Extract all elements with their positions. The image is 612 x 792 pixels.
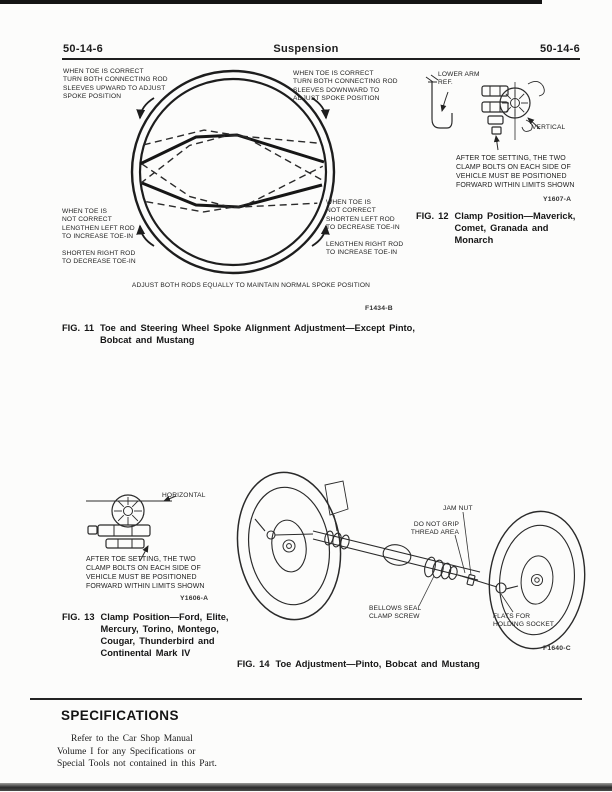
fig14-label-bellows: BELLOWS SEAL CLAMP SCREW: [369, 605, 422, 621]
rack-tube: [313, 531, 480, 580]
fig11-caption: [62, 322, 415, 346]
page-number-left: 50-14-6: [63, 43, 104, 55]
fig14-ref-code: F1640-C: [543, 645, 571, 652]
fig14-caption-text: Toe Adjustment—Pinto, Bobcat and Mustang: [275, 659, 480, 669]
clamp-bolt-stem: [88, 526, 97, 534]
fig13-caption-text: Clamp Position—Ford, Elite, Mercury, Torino, Montego, Cougar, Thunderbird and Continental Mark IV: [100, 612, 229, 659]
gear-housing: [381, 542, 413, 568]
clamp-bar-lower: [106, 539, 144, 548]
rotation-arrow-icons: [140, 98, 326, 246]
specifications-heading: SPECIFICATIONS: [61, 708, 179, 723]
figure-11: [35, 60, 425, 352]
fig12-note: AFTER TOE SETTING, THE TWO CLAMP BOLTS ON EACH SIDE OF VEHICLE MUST BE POSITIONED FORWARD WITHIN LIMITS SHOWN: [456, 155, 575, 189]
fig14-caption: [237, 658, 480, 670]
bellows-leader-line: [419, 576, 434, 606]
right-tire: [483, 507, 592, 653]
left-tie-rod-end: [267, 531, 275, 539]
fig12-caption-number: FIG. 12: [416, 211, 449, 221]
clamp-bar-lower: [482, 102, 508, 112]
fig13-ref-code: Y1606-A: [180, 595, 209, 602]
fig12-label-vertical: VERTICAL: [532, 124, 566, 131]
spokes-misaligned-cw: [135, 116, 330, 225]
spokes-misaligned-ccw: [134, 117, 329, 226]
fig14-caption-number: FIG. 14: [237, 659, 270, 669]
fig12-ref-code: Y1607-A: [543, 196, 572, 203]
fig11-bottom-note: ADJUST BOTH RODS EQUALLY TO MAINTAIN NORMAL SPOKE POSITION: [131, 282, 371, 289]
jam-nut-part: [467, 574, 475, 585]
fig11-label-left: WHEN TOE IS NOT CORRECT LENGTHEN LEFT ROD TO INCREASE TOE-IN SHORTEN RIGHT ROD TO DECREASE TOE-IN: [62, 208, 136, 266]
flats-leader-line: [501, 594, 513, 612]
specifications-rule: [30, 698, 582, 700]
fig11-caption-number: FIG. 11: [62, 323, 94, 333]
tie-rod-end-socket: [496, 583, 506, 593]
specifications-body: Refer to the Car Shop Manual Volume I for any Specifications or Special Tools not contained in this Part.: [57, 734, 217, 770]
fig14-label-jam-nut: JAM NUT: [443, 505, 473, 512]
clamp-horizontal-diagram: [80, 493, 210, 563]
fig13-caption-number: FIG. 13: [62, 612, 95, 622]
fig13-caption: [62, 611, 229, 659]
fig14-label-do-not-grip: DO NOT GRIP THREAD AREA: [410, 521, 459, 537]
fig11-label-top-left: WHEN TOE IS CORRECT TURN BOTH CONNECTING ROD SLEEVES UPWARD TO ADJUST SPOKE POSITION: [63, 68, 168, 101]
clamp-bolt-stem: [488, 116, 503, 124]
fig13-note: AFTER TOE SETTING, THE TWO CLAMP BOLTS ON EACH SIDE OF VEHICLE MUST BE POSITIONED FORWARD WITHIN LIMITS SHOWN: [86, 556, 205, 590]
jam-nut-leader-line: [463, 512, 471, 575]
fig13-label-horizontal: HORIZONTAL: [162, 492, 206, 499]
scan-edge-top: [0, 0, 542, 4]
fig11-label-top-right: WHEN TOE IS CORRECT TURN BOTH CONNECTING ROD SLEEVES DOWNWARD TO ADJUST SPOKE POSITION: [293, 70, 398, 103]
fig11-ref-code: F1434-B: [365, 305, 393, 312]
spokes-correct-position: [140, 135, 324, 207]
fig12-caption-text: Clamp Position—Maverick, Comet, Granada and Monarch: [454, 211, 576, 246]
page-number-right: 50-14-6: [539, 43, 580, 55]
lower-arm-bracket: [432, 82, 452, 128]
figure-12: [408, 58, 604, 273]
scan-edge-bottom: [0, 783, 612, 791]
fig12-caption: [416, 210, 575, 246]
fig14-label-flats: FLATS FOR HOLDING SOCKET: [493, 613, 555, 629]
fig11-caption-text: Toe and Steering Wheel Spoke Alignment Adjustment—Except Pinto, Bobcat and Mustang: [100, 323, 415, 346]
rotate-arrow-bottom-left-icon: [140, 226, 154, 246]
tie-rod: [458, 575, 497, 587]
figure-14: [225, 455, 600, 677]
fig11-label-right: WHEN TOE IS NOT CORRECT SHORTEN LEFT ROD TO DECREASE TOE-IN LENGTHEN RIGHT ROD TO INCREASE TOE-IN: [326, 199, 404, 257]
page-title: Suspension: [273, 43, 339, 55]
rotate-arrow-bottom-right-icon: [312, 226, 326, 246]
fig12-label-lower-arm: LOWER ARM REF.: [438, 71, 480, 87]
note-leader-arrow-icon: [496, 136, 498, 150]
left-tire: [228, 466, 350, 627]
rack-and-pinion-assembly: [255, 481, 518, 593]
lower-arm-leader-arrow-icon: [442, 92, 448, 111]
clamp-bar-upper: [482, 86, 508, 96]
